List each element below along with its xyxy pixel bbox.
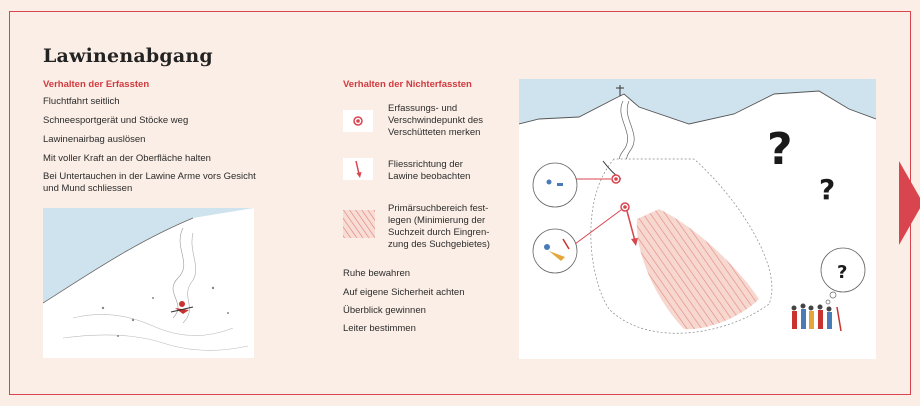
- question-mark-2: ?: [819, 173, 836, 206]
- left-heading: Verhalten der Erfassten: [43, 79, 150, 90]
- left-item-2: Schneesportgerät und Stöcke weg: [43, 115, 189, 126]
- legend-hatch-box: [343, 210, 375, 238]
- middle-item-1: Ruhe bewahren: [343, 268, 411, 279]
- next-page-arrow-icon[interactable]: [899, 161, 920, 245]
- legend-target-text: Erfassungs- und Verschwindepunkt des Verschütteten merken: [388, 103, 484, 138]
- left-item-4: Mit voller Kraft an der Oberfläche halten: [43, 153, 211, 164]
- legend-target-box: [343, 110, 373, 132]
- left-item-5: Bei Untertauchen in der Lawine Arme vors Gesicht: [43, 171, 256, 182]
- legend-hatch-text: Primärsuchbereich fest- legen (Minimierung der Suchzeit durch Eingren- zung des Suchgebietes): [388, 203, 490, 250]
- middle-heading: Verhalten der Nichterfassten: [343, 79, 472, 90]
- left-item-5-cont: und Mund schliessen: [43, 183, 133, 194]
- hatched-area-icon: [343, 210, 375, 238]
- left-item-3: Lawinenairbag auslösen: [43, 134, 146, 145]
- legend-flow-text: Fliessrichtung der Lawine beobachten: [388, 159, 471, 182]
- question-mark-3: ?: [837, 262, 848, 283]
- question-mark-1: ?: [767, 124, 793, 175]
- middle-item-3: Überblick gewinnen: [343, 305, 426, 316]
- avalanche-scene-illustration: [519, 79, 876, 359]
- skier-in-avalanche-illustration: [43, 208, 254, 358]
- flow-arrow-icon: [343, 158, 373, 180]
- left-item-1: Fluchtfahrt seitlich: [43, 96, 120, 107]
- legend-flow-box: [343, 158, 373, 180]
- page-title: Lawinenabgang: [43, 45, 213, 67]
- middle-item-4: Leiter bestimmen: [343, 323, 416, 334]
- target-point-icon: [343, 110, 373, 132]
- middle-item-2: Auf eigene Sicherheit achten: [343, 287, 465, 298]
